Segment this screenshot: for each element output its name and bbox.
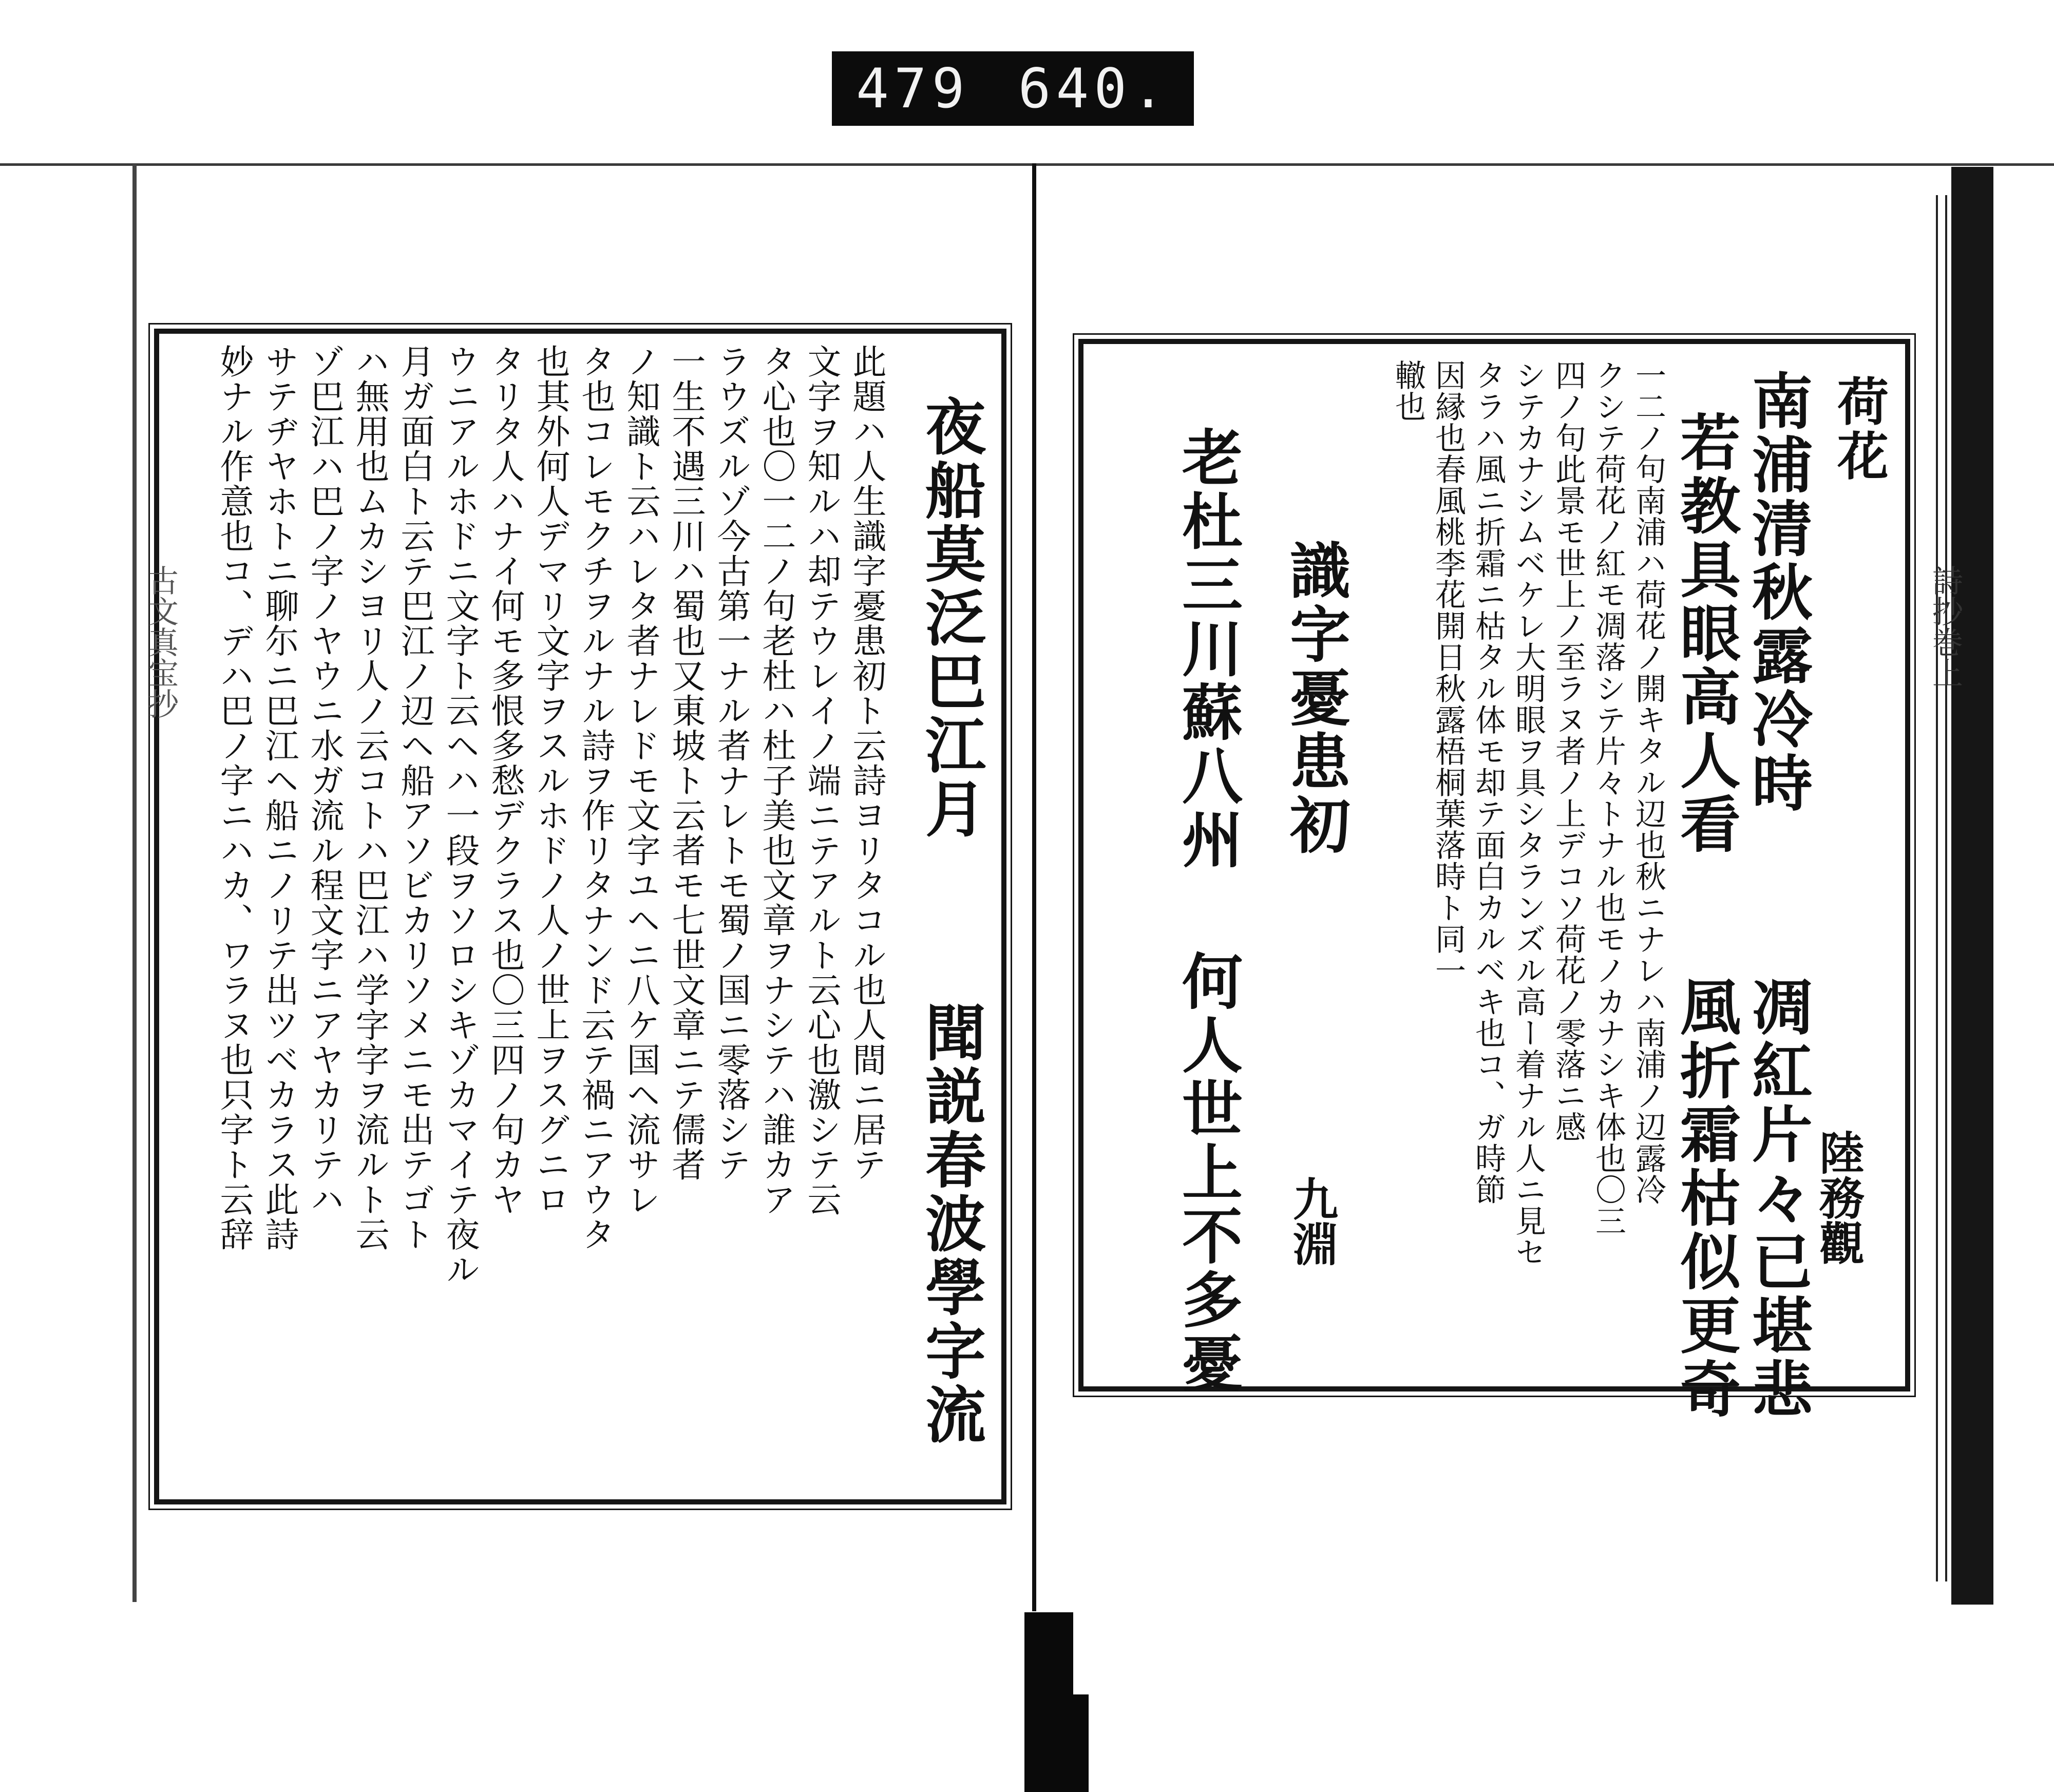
left-commentary-line-8: 也其外何人デマリ文字ヲスルホドノ人ノ世上ヲスグニロ	[530, 344, 570, 1217]
left-page-edge	[132, 164, 137, 1602]
left-commentary-line-12: ハ無用也ムカシヨリ人ノ云コトハ巴江ハ学字字ヲ流ルト云	[350, 344, 389, 1252]
right-poem2-title: 識字憂患初	[1280, 539, 1351, 857]
right-folio: 詩抄巻上	[1927, 565, 1963, 688]
right-poem-line-4: 風折霜枯似更奇	[1670, 976, 1741, 1421]
left-commentary-line-9: タリタ人ハナイ何モ多恨多愁デクラス也〇三四ノ句カヤ	[485, 344, 525, 1217]
catalog-number-2: 640.	[1018, 57, 1170, 120]
left-commentary-line-2: 文字ヲ知ルハ却テウレイノ端ニテアルト云心也激シテ云	[802, 344, 841, 1217]
center-fold	[1032, 163, 1036, 1611]
left-commentary-line-3: タ心也〇一二ノ句老杜ハ杜子美也文章ヲナシテハ誰カア	[756, 344, 796, 1217]
binding-shadow	[1024, 1612, 1073, 1792]
left-commentary-line-13: ゾ巴江ハ巴ノ字ノヤウニ水ガ流ル程文字ニアヤカリテハ	[305, 344, 344, 1217]
right-commentary-line-7: 轍也	[1390, 359, 1426, 422]
binding-shadow-step	[1073, 1694, 1089, 1792]
right-poem-line-1: 南浦清秋露冷時	[1742, 370, 1813, 815]
right-poem2-line-1: 老杜三川蘇八州	[1172, 426, 1243, 872]
left-commentary-line-11: 月ガ面白ト云テ巴江ノ辺ヘ船アソビカリソメニモ出テゴト	[395, 344, 434, 1252]
right-poem-author: 陸務觀	[1812, 1130, 1866, 1265]
page-top-edge	[0, 163, 2054, 166]
left-commentary-line-15: 妙ナル作意也コ、デハ巴ノ字ニハカ、ワラヌ也只字ト云辞	[214, 344, 254, 1252]
right-poem-line-2: 若教具眼高人看	[1670, 411, 1741, 856]
right-poem2-line-2: 何人世上不多憂	[1172, 950, 1243, 1396]
right-commentary-line-4: シテカナシムベケレ大明眼ヲ具シタランズル高ー着ナル人ニ見セ	[1510, 359, 1546, 1268]
right-commentary-line-3: 四ノ句此景モ世上ノ至ラヌ者ノ上デコソ荷花ノ零落ニ感	[1550, 359, 1586, 1142]
right-poem-title: 荷花	[1829, 375, 1889, 484]
left-poem-title: 夜船莫泛巴江月	[915, 395, 986, 841]
left-commentary-line-7: タ也コレモクチヲルナル詩ヲ作リタナンド云テ禍ニアウタ	[576, 344, 615, 1252]
right-commentary-line-1: 一二ノ句南浦ハ荷花ノ開キタル辺也秋ニナレハ南浦ノ辺露冷	[1630, 359, 1666, 1205]
left-folio: 古文真宝抄	[143, 565, 179, 719]
right-poem2-author: 九淵	[1286, 1176, 1339, 1266]
left-commentary-line-10: ウニアルホドニ文字ト云ヘハ一段ヲソロシキゾカマイテ夜ル	[440, 344, 480, 1287]
right-poem-line-3: 凋紅片々已堪悲	[1742, 976, 1813, 1421]
left-commentary-line-14: サテヂヤホトニ聊尓ニ巴江ヘ船ニノリテ出ツベカラス此詩	[259, 344, 299, 1252]
left-commentary-line-1: 此題ハ人生識字憂患初ト云詩ヨリタコル也人間ニ居テ	[847, 344, 886, 1182]
catalog-label	[832, 51, 1194, 126]
right-commentary-line-5: タラハ風ニ折霜ニ枯タル体モ却テ面白カルベキ也コ、ガ時節	[1470, 359, 1506, 1205]
left-commentary-line-4: ラウズルゾ今古第一ナル者ナレトモ蜀ノ国ニ零落シテ	[711, 344, 751, 1182]
left-page-frame	[154, 329, 1006, 1504]
right-page-frame	[1078, 339, 1910, 1421]
catalog-number-1: 479	[856, 57, 970, 120]
left-poem-author: 聞説春波學字流	[915, 1001, 986, 1447]
right-commentary-line-2: クシテ荷花ノ紅モ凋落シテ片々トナル也モノカナシキ体也〇三	[1590, 359, 1626, 1236]
right-commentary-line-6: 因縁也春風桃李花開日秋露梧桐葉落時ト同一	[1430, 359, 1466, 986]
left-commentary-line-6: ノ知識ト云ハレタ者ナレドモ文字ユヘニ八ケ国ヘ流サレ	[621, 344, 660, 1217]
left-commentary-line-5: 一生不遇三川ハ蜀也又東坡ト云者モ七世文章ニテ儒者	[666, 344, 706, 1182]
